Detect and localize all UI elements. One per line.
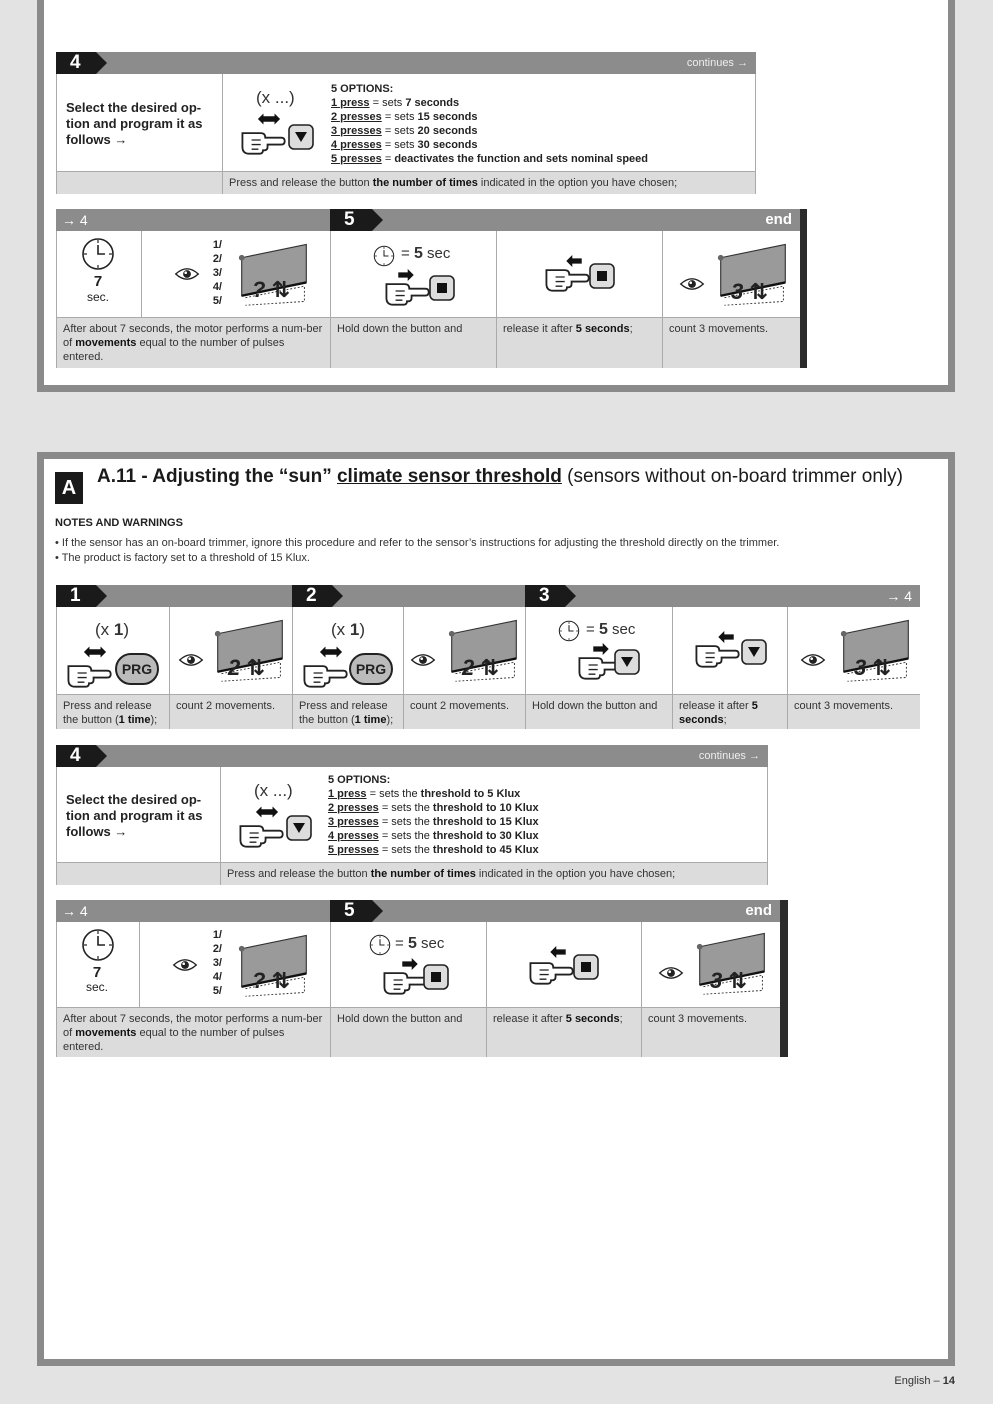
- release-cell: [496, 231, 662, 318]
- step-4-footer: Press and release the button the number of times indicated in the option you have chosen;: [222, 172, 756, 194]
- after-caption: After about 7 seconds, the motor performs a num-ber of movements equal to the number of pulses entered.: [56, 1008, 330, 1057]
- note-1: • If the sensor has an on-board trimmer, ignore this procedure and refer to the sensor’s instructions for adjusting the threshold directly on the trimmer.: [55, 537, 780, 549]
- options-title: 5 OPTIONS:: [331, 83, 394, 95]
- eye-icon: [679, 276, 705, 292]
- step-1-count-cell: [169, 607, 292, 695]
- option-4: 4 presses = sets the threshold to 30 Klux: [328, 830, 539, 842]
- step-3-release-caption: release it after 5 seconds;: [672, 695, 787, 729]
- unknown-count: ? ⇅: [252, 277, 290, 302]
- step-number: 1: [56, 585, 96, 607]
- clock-icon: [373, 245, 395, 267]
- goto-label: → 4: [62, 212, 88, 228]
- step-number: 3: [525, 585, 565, 607]
- times-label: (x ...): [254, 781, 293, 800]
- clock-icon: [369, 934, 391, 956]
- release-caption: release it after 5 seconds;: [496, 318, 662, 368]
- down-button-icon: [614, 649, 640, 675]
- step-3-release-cell: [672, 607, 787, 695]
- end-label: end: [765, 211, 792, 228]
- step-4-footer-blank: [56, 863, 220, 885]
- pulse-count-list: 1/ 2/ 3/ 4/ 5/: [212, 929, 222, 997]
- option-3: 3 presses = sets 20 seconds: [331, 125, 478, 137]
- step-4-bar: [56, 745, 768, 767]
- seconds-value: 7: [92, 964, 102, 981]
- step-3-hold-cell: [525, 607, 672, 695]
- option-3: 3 presses = sets the threshold to 15 Klux: [328, 816, 539, 828]
- step-number: 4: [56, 52, 96, 74]
- step-1-caption: Press and release the button (1 time);: [56, 695, 169, 729]
- section-title: A.11 - Adjusting the “sun” climate sensor threshold (sensors without on-board trimmer only): [97, 466, 903, 487]
- pointing-hand-icon: [239, 124, 287, 156]
- pointing-hand-icon: [65, 657, 113, 689]
- pointing-hand-icon: [301, 657, 349, 689]
- continues-label: continues →: [686, 57, 748, 69]
- edge-marker: [800, 209, 807, 368]
- step-4-lead-cell: [56, 74, 222, 172]
- seconds-value: 7: [93, 273, 103, 290]
- step-2-count-cell: [403, 607, 525, 695]
- pulse-count-list: 1/ 2/ 3/ 4/ 5/: [212, 239, 222, 307]
- step-1-count-caption: count 2 movements.: [169, 695, 292, 729]
- goto-bar: [56, 900, 330, 922]
- pointing-hand-icon: [381, 964, 429, 996]
- step-3-hold-caption: Hold down the button and: [525, 695, 672, 729]
- eye-icon: [178, 652, 204, 668]
- prg-button: PRG: [349, 653, 393, 685]
- timer-label: = 5 sec: [586, 621, 636, 638]
- option-1: 1 press = sets 7 seconds: [331, 97, 460, 109]
- seconds-label: sec.: [86, 290, 109, 304]
- movement-count: 3 ⇅: [731, 279, 768, 304]
- hold-caption: Hold down the button and: [330, 318, 496, 368]
- goto-label: → 4: [62, 903, 88, 919]
- down-button-icon: [741, 639, 767, 665]
- movement-count: 2 ⇅: [462, 655, 499, 680]
- pointing-hand-icon: [237, 817, 285, 849]
- eye-icon: [800, 652, 826, 668]
- step-number: 2: [292, 585, 332, 607]
- step-4-lead: Select the desired op-tion and program it as follows →: [66, 100, 203, 147]
- step-2-bar: [292, 585, 525, 607]
- movement-count: 3 ⇅: [854, 655, 891, 680]
- step-1-press-cell: [56, 607, 169, 695]
- eye-icon: [410, 652, 436, 668]
- pointing-hand-icon: [543, 261, 591, 293]
- clock-icon: [81, 237, 115, 271]
- note-2: • The product is factory set to a threshold of 15 Klux.: [55, 552, 310, 564]
- option-4: 4 presses = sets 30 seconds: [331, 139, 478, 151]
- step-4-lead: Select the desired op-tion and program it as follows →: [66, 792, 203, 839]
- timer-label: = 5 sec: [401, 245, 451, 262]
- count-cell: [141, 231, 330, 318]
- clock-icon: [558, 620, 580, 642]
- stop-button-icon: [429, 275, 455, 301]
- step-4-lead-cell: [56, 767, 220, 863]
- section-badge: A: [55, 472, 83, 504]
- notes-heading: NOTES AND WARNINGS: [55, 517, 183, 529]
- goto-label: → 4: [886, 588, 912, 604]
- hold-cell: [330, 231, 496, 318]
- step-4-footer-blank: [56, 172, 222, 194]
- hold-cell: [330, 922, 486, 1008]
- seconds-label: sec.: [85, 980, 108, 994]
- options-list: [331, 82, 751, 166]
- stop-button-icon: [423, 964, 449, 990]
- page-footer: English – 14: [894, 1375, 955, 1387]
- step-number: 4: [56, 745, 96, 767]
- unknown-count: ? ⇅: [252, 968, 290, 993]
- eye-icon: [174, 266, 200, 282]
- step-1-bar: [56, 585, 292, 607]
- goto-bar: [56, 209, 330, 231]
- step-number: 5: [330, 209, 372, 231]
- step-4-options-cell: [222, 74, 756, 172]
- step-2-count-caption: count 2 movements.: [403, 695, 525, 729]
- hold-caption: Hold down the button and: [330, 1008, 486, 1057]
- option-2: 2 presses = sets 15 seconds: [331, 111, 478, 123]
- stop-button-icon: [589, 263, 615, 289]
- count-3-cell: [662, 231, 800, 318]
- after-caption: After about 7 seconds, the motor performs a num-ber of movements equal to the number of pulses entered.: [56, 318, 330, 368]
- option-5: 5 presses = sets the threshold to 45 Klux: [328, 844, 539, 856]
- step-4-bar: [56, 52, 756, 74]
- count-cell: [139, 922, 330, 1008]
- count-3-cell: [641, 922, 780, 1008]
- movement-count: 3 ⇅: [710, 968, 747, 993]
- count-caption: count 3 movements.: [662, 318, 800, 368]
- clock-icon: [81, 928, 115, 962]
- pointing-hand-icon: [383, 275, 431, 307]
- release-cell: [486, 922, 641, 1008]
- times-label: (x 1): [95, 620, 130, 639]
- option-2: 2 presses = sets the threshold to 10 Klux: [328, 802, 539, 814]
- down-button-icon: [288, 124, 314, 150]
- option-5: 5 presses = deactivates the function and sets nominal speed: [331, 153, 648, 165]
- times-label: (x 1): [331, 620, 366, 639]
- times-label: (x ...): [256, 88, 295, 107]
- eye-icon: [172, 957, 198, 973]
- step-3-count-cell: [787, 607, 920, 695]
- timer-label: = 5 sec: [395, 935, 445, 952]
- step-2-press-cell: [292, 607, 403, 695]
- release-caption: release it after 5 seconds;: [486, 1008, 641, 1057]
- movement-count: 2 ⇅: [228, 655, 265, 680]
- step-3-bar: [525, 585, 920, 607]
- timer-cell: [56, 231, 141, 318]
- option-1: 1 press = sets the threshold to 5 Klux: [328, 788, 521, 800]
- end-label: end: [745, 902, 772, 919]
- down-button-icon: [286, 815, 312, 841]
- options-title: 5 OPTIONS:: [328, 774, 391, 786]
- timer-cell: [56, 922, 139, 1008]
- edge-marker: [780, 900, 788, 1057]
- eye-icon: [658, 965, 684, 981]
- step-number: 5: [330, 900, 372, 922]
- prg-button: PRG: [115, 653, 159, 685]
- stop-button-icon: [573, 954, 599, 980]
- step-5-bar: [330, 209, 800, 231]
- pointing-hand-icon: [527, 954, 575, 986]
- continues-label: continues →: [698, 750, 760, 762]
- step-3-count-caption: count 3 movements.: [787, 695, 920, 729]
- count-caption: count 3 movements.: [641, 1008, 780, 1057]
- options-list: [328, 773, 748, 857]
- step-5-bar: [330, 900, 780, 922]
- step-4-options-cell: [220, 767, 768, 863]
- step-2-caption: Press and release the button (1 time);: [292, 695, 403, 729]
- step-4-footer: Press and release the button the number of times indicated in the option you have chosen;: [220, 863, 768, 885]
- pointing-hand-icon: [693, 637, 741, 669]
